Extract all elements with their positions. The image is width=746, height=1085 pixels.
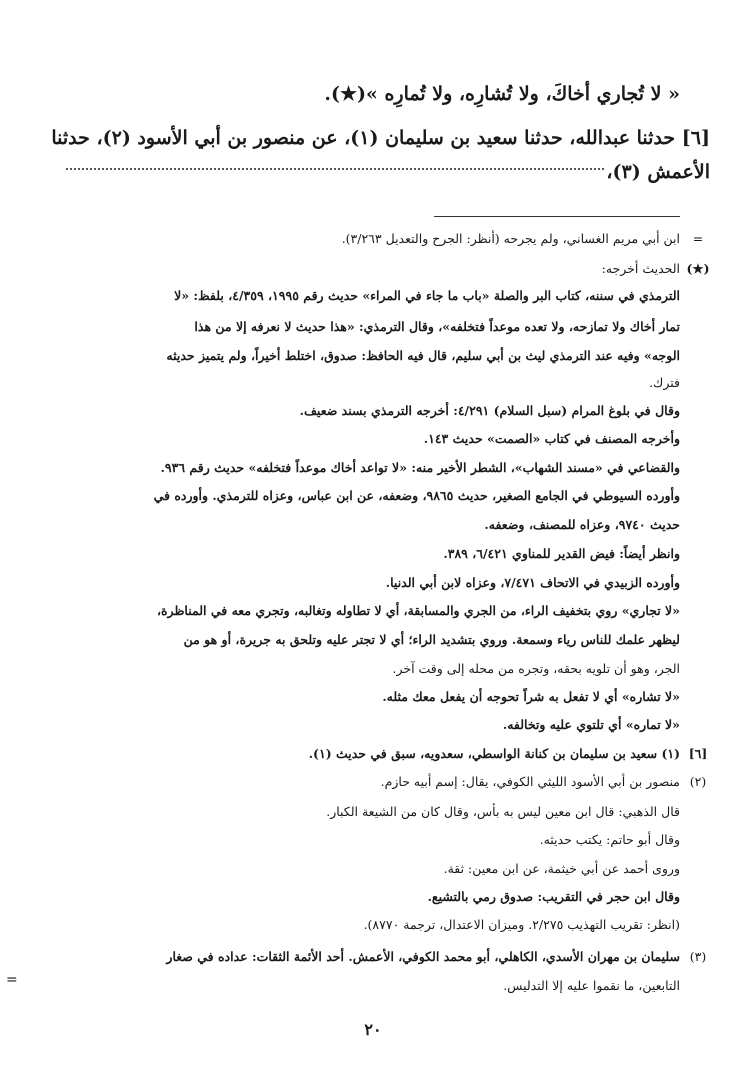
footnote-line: قال الذهبي: قال ابن معين ليس به بأس، وقال كان من الشيعة الكبار. (326, 804, 680, 819)
margin-continuation-mark: = (6, 972, 18, 988)
footnote-marker-3: (٣) (689, 949, 707, 964)
footnote-marker-2: (٢) (689, 774, 707, 789)
footnote-line: «لا تماره» أي تلتوي عليه وتخالفه. (502, 717, 680, 732)
isnad-line: [٦] حدثنا عبدالله، حدثنا سعيد بن سليمان (١)، عن منصور بن أبي الأسود (٢)، حدثنا (51, 127, 710, 149)
footnote-line: حديث ٩٧٤٠، وعزاه للمصنف، وضعفه. (484, 517, 680, 532)
footnote-marker-star: (★) (686, 261, 710, 276)
isnad-line-continued: الأعمش (٣)، (606, 161, 710, 183)
hadith-text-line: « لا تُجاري أخاكَ، ولا تُشارِه، ولا تُمارِه »(★). (324, 83, 680, 105)
footnote-line: ابن أبي مريم الغساني، ولم يجرحه (أنظر: الجرح والتعديل ٣/٢٦٣). (341, 231, 680, 246)
footnote-line: وانظر أيضاً: فيض القدير للمناوي ٦/٤٢١، ٣٨٩. (443, 546, 680, 561)
footnote-line: «لا تشاره» أي لا تفعل به شراً تحوجه أن يفعل معك مثله. (382, 689, 680, 704)
footnote-line: وقال في بلوغ المرام (سبل السلام) ٤/٢٩١: أخرجه الترمذي بسند ضعيف. (299, 403, 680, 418)
footnote-line: وأخرجه المصنف في كتاب «الصمت» حديث ١٤٣. (423, 431, 680, 446)
footnote-line: منصور بن أبي الأسود الليثي الكوفي، يقال: إسم أبيه حازم. (380, 774, 680, 789)
footnote-marker-6: [٦] (688, 746, 708, 761)
footnote-separator (434, 216, 680, 217)
footnote-line: ليظهر علمك للناس رياء وسمعة. وروي بتشديد الراء؛ أي لا تجتر عليه وتلحق به جريرة، أو هو من (183, 632, 680, 647)
footnote-line: وأورده السيوطي في الجامع الصغير، حديث ٩٨٦٥، وضعفه، عن ابن عباس، وعزاه للترمذي. وأورده في (153, 488, 680, 503)
footnote-line: الوجه» وفيه عند الترمذي ليث بن أبي سليم، قال فيه الحافظ: صدوق، اختلط أخيراً، ولم يتميز حديثه (166, 348, 680, 363)
footnote-line: الجر، وهو أن تلويه بحقه، وتجره من محله إلى وقت آخر. (392, 661, 680, 676)
dotted-continuation-line (66, 168, 604, 170)
footnote-line: والقضاعي في «مسند الشهاب»، الشطر الأخير منه: «لا تواعد أخاك موعداً فتخلفه» حديث رقم ٩٣٦. (160, 460, 680, 475)
footnote-line: تمار أخاك ولا تمازحه، ولا تعده موعداً فتخلفه»، وقال الترمذي: «هذا حديث لا نعرفه إلا من هذا (194, 319, 680, 334)
footnote-line: التابعين، ما نقموا عليه إلا التدليس. (503, 978, 680, 993)
footnote-line: الحديث أخرجه: (601, 261, 680, 276)
footnote-line: وأورده الزبيدي في الاتحاف ٧/٤٧١، وعزاه لابن أبي الدنيا. (385, 575, 680, 590)
footnote-line: الترمذي في سننه، كتاب البر والصلة «باب ما جاء في المراء» حديث رقم ١٩٩٥، ٤/٣٥٩، بلفظ: «لا (174, 288, 680, 303)
footnote-line: فترك. (649, 375, 680, 390)
footnote-marker-continued: = (692, 231, 704, 246)
footnote-line: وروى أحمد عن أبي خيثمة، عن ابن معين: ثقة. (443, 861, 680, 876)
footnote-line: «لا تجاري» روي بتخفيف الراء، من الجري والمسابقة، أي لا تطاوله وتغالبه، وتجري معه في المناظرة، (156, 603, 680, 618)
footnote-line: وقال ابن حجر في التقريب: صدوق رمي بالتشيع. (427, 889, 680, 904)
footnote-line: سليمان بن مهران الأسدي، الكاهلي، أبو محمد الكوفي، الأعمش. أحد الأئمة الثقات: عداده في صغار (166, 949, 680, 964)
footnote-line: وقال أبو حاتم: يكتب حديثه. (539, 832, 680, 847)
page-number: ٢٠ (364, 1020, 382, 1039)
footnote-line: (انظر: تقريب التهذيب ٢/٢٧٥. وميزان الاعتدال، ترجمة ٨٧٧٠). (363, 917, 680, 932)
footnote-line: (١) سعيد بن سليمان بن كنانة الواسطي، سعدويه، سبق في حديث (١). (308, 746, 680, 761)
